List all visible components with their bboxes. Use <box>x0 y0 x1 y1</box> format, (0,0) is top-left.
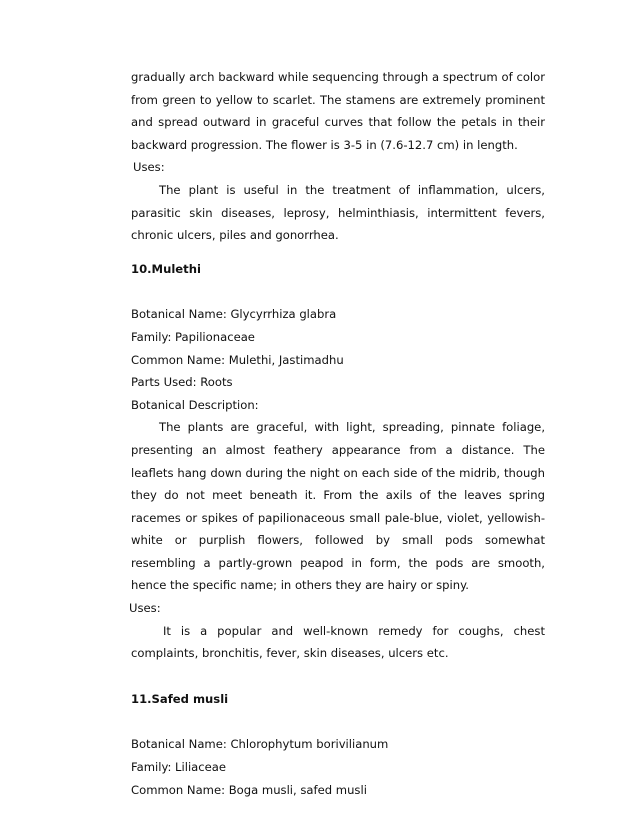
section-heading-mulethi: 10.Mulethi <box>131 261 201 276</box>
common-name: Common Name: Boga musli, safed musli <box>131 782 367 797</box>
paragraph-flower-description: gradually arch backward while sequencing through a spectrum of color from green to yellow to scarlet. The stamens are extremely prominent and spread outward in graceful curves that follow the petals in their backward progression. The flower is 3-5 in (7.6-12.7 cm) in length. <box>131 70 545 152</box>
paragraph-uses: It is a popular and well-known remedy for coughs, chest complaints, bronchitis, fever, skin diseases, ulcers etc. <box>131 623 545 661</box>
uses-label: Uses: <box>133 160 165 175</box>
common-name: Common Name: Mulethi, Jastimadhu <box>131 352 344 367</box>
botanical-description-label: Botanical Description: <box>131 397 259 412</box>
document-page <box>131 66 545 801</box>
section-heading-safed-musli: 11.Safed musli <box>131 691 229 706</box>
botanical-name: Botanical Name: Chlorophytum borivilianum <box>131 737 389 752</box>
paragraph-botanical-description: The plants are graceful, with light, spreading, pinnate foliage, presenting an almost feathery appearance from a distance. The leaflets hang down during the night on each side of the midrib, though they do not meet beneath it. From the axils of the leaves spring racemes or spikes of papilionaceous small pale-blue, violet, yellowish-white or purplish flowers, followed by small pods somewhat resembling a partly-grown peapod in form, the pods are smooth, hence the specific name; in others they are hairy or spiny. <box>131 420 545 593</box>
uses-label: Uses: <box>129 601 161 616</box>
parts-used: Parts Used: Roots <box>131 375 233 390</box>
family: Family: Papilionaceae <box>131 329 255 344</box>
paragraph-uses: The plant is useful in the treatment of inflammation, ulcers, parasitic skin diseases, leprosy, helminthiasis, intermittent fevers, chronic ulcers, piles and gonorrhea. <box>131 182 545 243</box>
botanical-name: Botanical Name: Glycyrrhiza glabra <box>131 307 337 322</box>
family: Family: Liliaceae <box>131 760 227 775</box>
